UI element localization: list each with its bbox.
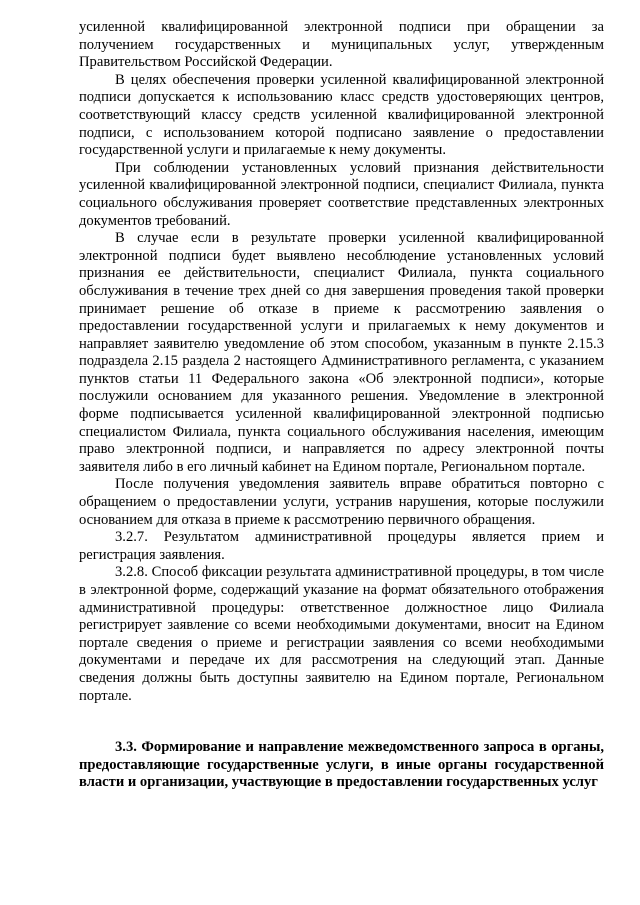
paragraph-continuation: усиленной квалифицированной электронной подписи при обращении за получением государственных и муниципальных услуг, утвержденным Правительством Российской Федерации.	[79, 19, 604, 71]
paragraph-3-2-7: 3.2.7. Результатом административной процедуры является прием и регистрация заявления.	[79, 529, 604, 563]
document-page	[79, 19, 604, 792]
paragraph-signature-invalid: В случае если в результате проверки усиленной квалифицированной электронной подписи будет выявлено несоблюдение установленных условий признания ее действительности, специалист Филиала, пункта социального обслуживания в течение трех дней со дня завершения проведения такой проверки принимает решение об отказе в приеме к рассмотрению заявления о предоставлении государственной услуги и прилагаемых к нему документов и направляет заявителю уведомление об этом способом, указанным в пункте 2.15.3 подраздела 2.15 раздела 2 настоящего Административного регламента, с указанием пунктов статьи 11 Федерального закона «Об электронной подписи», которые послужили основанием для указанного решения. Уведомление в электронной форме подписывается усиленной квалифицированной электронной подписью специалистом Филиала, пункта социального обслуживания населения, имеющим право электронной подписи, и направляется по адресу электронной почты заявителя либо в его личный кабинет на Едином портале, Региональном портале.	[79, 230, 604, 475]
paragraph-signature-valid: При соблюдении установленных условий признания действительности усиленной квалифицированной электронной подписи, специалист Филиала, пункта социального обслуживания проверяет соответствие представленных электронных документов требований.	[79, 159, 604, 229]
paragraph-3-2-8: 3.2.8. Способ фиксации результата административной процедуры, в том числе в электронной форме, содержащий указание на формат обязательного отображения административной процедуры: ответственное должностное лицо Филиала регистрирует заявление со всеми необходимыми документами, вносит на Едином портале сведения о приеме и регистрации заявления со всеми необходимыми документами и передаче их для рассмотрения на следующий этап. Данные сведения должны быть доступны заявителю на Едином портале, Региональном портале.	[79, 564, 604, 704]
paragraph-signature-check-means: В целях обеспечения проверки усиленной квалифицированной электронной подписи допускается к использованию класс средств удостоверяющих центров, соответствующий классу средств усиленной квалифицированной электронной подписи, с использованием которой подписано заявление о предоставлении государственной услуги и прилагаемые к нему документы.	[79, 71, 604, 159]
paragraph-repeat-request: После получения уведомления заявитель вправе обратиться повторно с обращением о предоставлении услуги, устранив нарушения, которые послужили основанием для отказа в приеме к рассмотрению первичного обращения.	[79, 476, 604, 528]
section-heading-3-3: 3.3. Формирование и направление межведомственного запроса в органы, предоставляющие государственные услуги, в иные органы государственной власти и организации, участвующие в предоставлении государственных услуг	[79, 739, 604, 791]
